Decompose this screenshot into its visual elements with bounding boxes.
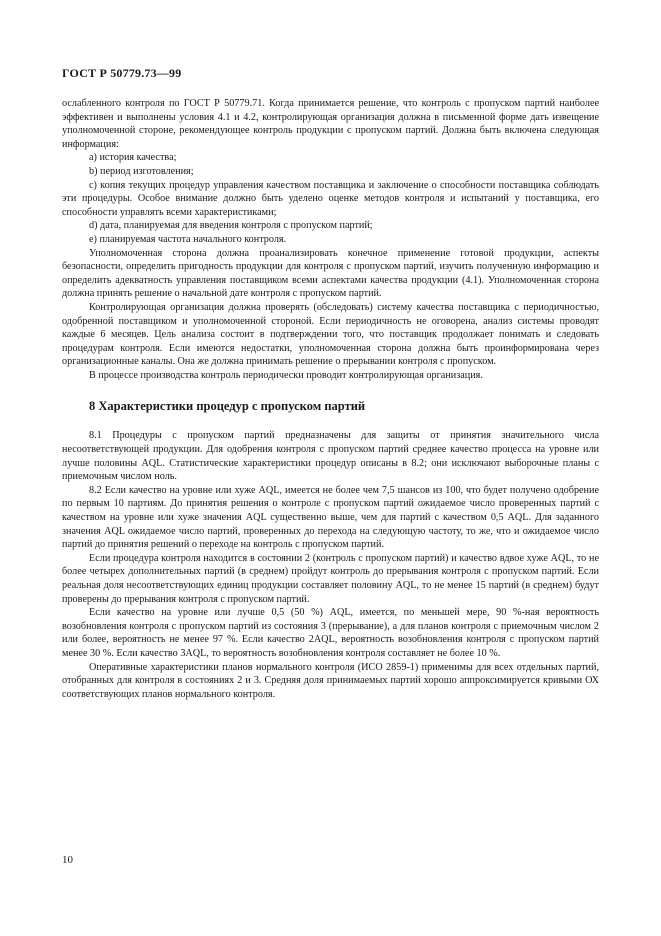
list-item-c: с) копия текущих процедур управления качеством поставщика и заключение о способности поставщика соблюдать эти процедуры. Особое внимание должно быть уделено оценке методов контроля и испытаний у поставщика, его способности управлять всеми характеристиками; (62, 179, 599, 218)
paragraph-state-2: Если процедура контроля находится в состоянии 2 (контроль с пропуском партий) и качество вдвое хуже AQL, то не более четырех дополнительных партий (в среднем) пройдут контроль до прерывания контроля с пропуском партий. Если реальная доля несоответствующих единиц продукции составляет половину AQL, то не менее 15 партий (в среднем) будут проверены до прерывания контроля с пропуском партий. (62, 552, 599, 605)
section-heading: 8 Характеристики процедур с пропуском партий (89, 399, 366, 414)
list-item-d: d) дата, планируемая для введения контроля с пропуском партий; (89, 220, 373, 232)
paragraph-periodic-control: В процессе производства контроль периодически проводит контролирующая организация. (89, 369, 483, 381)
paragraph-authorized-party: Уполномоченная сторона должна проанализировать конечное применение готовой продукции, аспекты безопасности, определить пригодность продукции для контроля с пропуском партий, изучить полученную информацию и определить адекватность управления поставщиком всеми аспектами качества продукции (4.1). Уполномоченная сторона должна принять решение о начальной дате контроля с пропуском партий. (62, 247, 599, 300)
document-body (62, 97, 599, 701)
paragraph-continuation: ослабленного контроля по ГОСТ Р 50779.71. Когда принимается решение, что контроль с пропуском партий наиболее эффективен и выполнены условия 4.1 и 4.2, контролирующая организация должна в письменной форме дать извещение уполномоченной стороне, рекомендующее контроль продукции с пропуском партий. Должна быть включена следующая информация: (62, 98, 599, 150)
paragraph-audit: Контролирующая организация должна проверять (обследовать) систему качества поставщика с периодичностью, одобренной поставщиком и уполномоченной стороной. Если периодичность не оговорена, анализ системы проводят каждые 6 месяцев. Цель анализа состоит в подтверждении того, что поставщик продолжает понимать и следовать процедурам контроля. Если имеются недостатки, уполномоченная сторона должна быть проинформирована через организационные каналы. Она же должна принимать решение о прерывании контроля с пропуском. (62, 301, 599, 368)
paragraph-8-2: 8.2 Если качество на уровне или хуже AQL, имеется не более чем 7,5 шансов из 100, что будет получено одобрение по первым 10 партиям. До принятия решения о контроле с пропуском партий ожидаемое число проверенных партий с качеством на уровне или хуже значения AQL существенно выше, чем для партий с качеством 0,5 AQL. Для заданного значения AQL ожидаемое число партий, проверенных до перехода на следующую частоту, то же, что и ожидаемое число партий до принятия решений о переходе на контроль с пропуском партий. (62, 484, 599, 551)
page-number: 10 (62, 854, 73, 866)
list-item-b: b) период изготовления; (89, 165, 194, 177)
paragraph-state-3: Если качество на уровне или лучше 0,5 (50 %) AQL, имеется, по меньшей мере, 90 %-ная вероятность возобновления контроля с пропуском партий из состояния 3 (прерывание), а для планов контроля с приемочным числом 2 или более, вероятность не менее 97 %. Если качество 2AQL, вероятность возобновления контроля с пропуском партий менее 30 %. Если качество 3AQL, то вероятность возобновления контроля составляет не более 10 %. (62, 607, 599, 659)
list-item-a: а) история качества; (89, 152, 177, 164)
paragraph-oc-curves: Оперативные характеристики планов нормального контроля (ИСО 2859-1) применимы для всех отдельных партий, отобранных для контроля в состояниях 2 и 3. Средняя доля принимаемых партий хорошо аппроксимируется кривыми ОХ соответствующих планов нормального контроля. (62, 661, 599, 700)
paragraph-8-1: 8.1 Процедуры с пропуском партий предназначены для защиты от принятия значительного числа несоответствующей продукции. Для одобрения контроля с пропуском партий среднее качество процесса на уровне или лучше половины AQL. Статистические характеристики процедур описаны в 8.2; они исключают выборочные планы с приемочным числом ноль. (62, 430, 599, 483)
list-item-e: е) планируемая частота начального контроля. (89, 233, 287, 245)
standard-code-header: ГОСТ Р 50779.73—99 (62, 66, 182, 80)
